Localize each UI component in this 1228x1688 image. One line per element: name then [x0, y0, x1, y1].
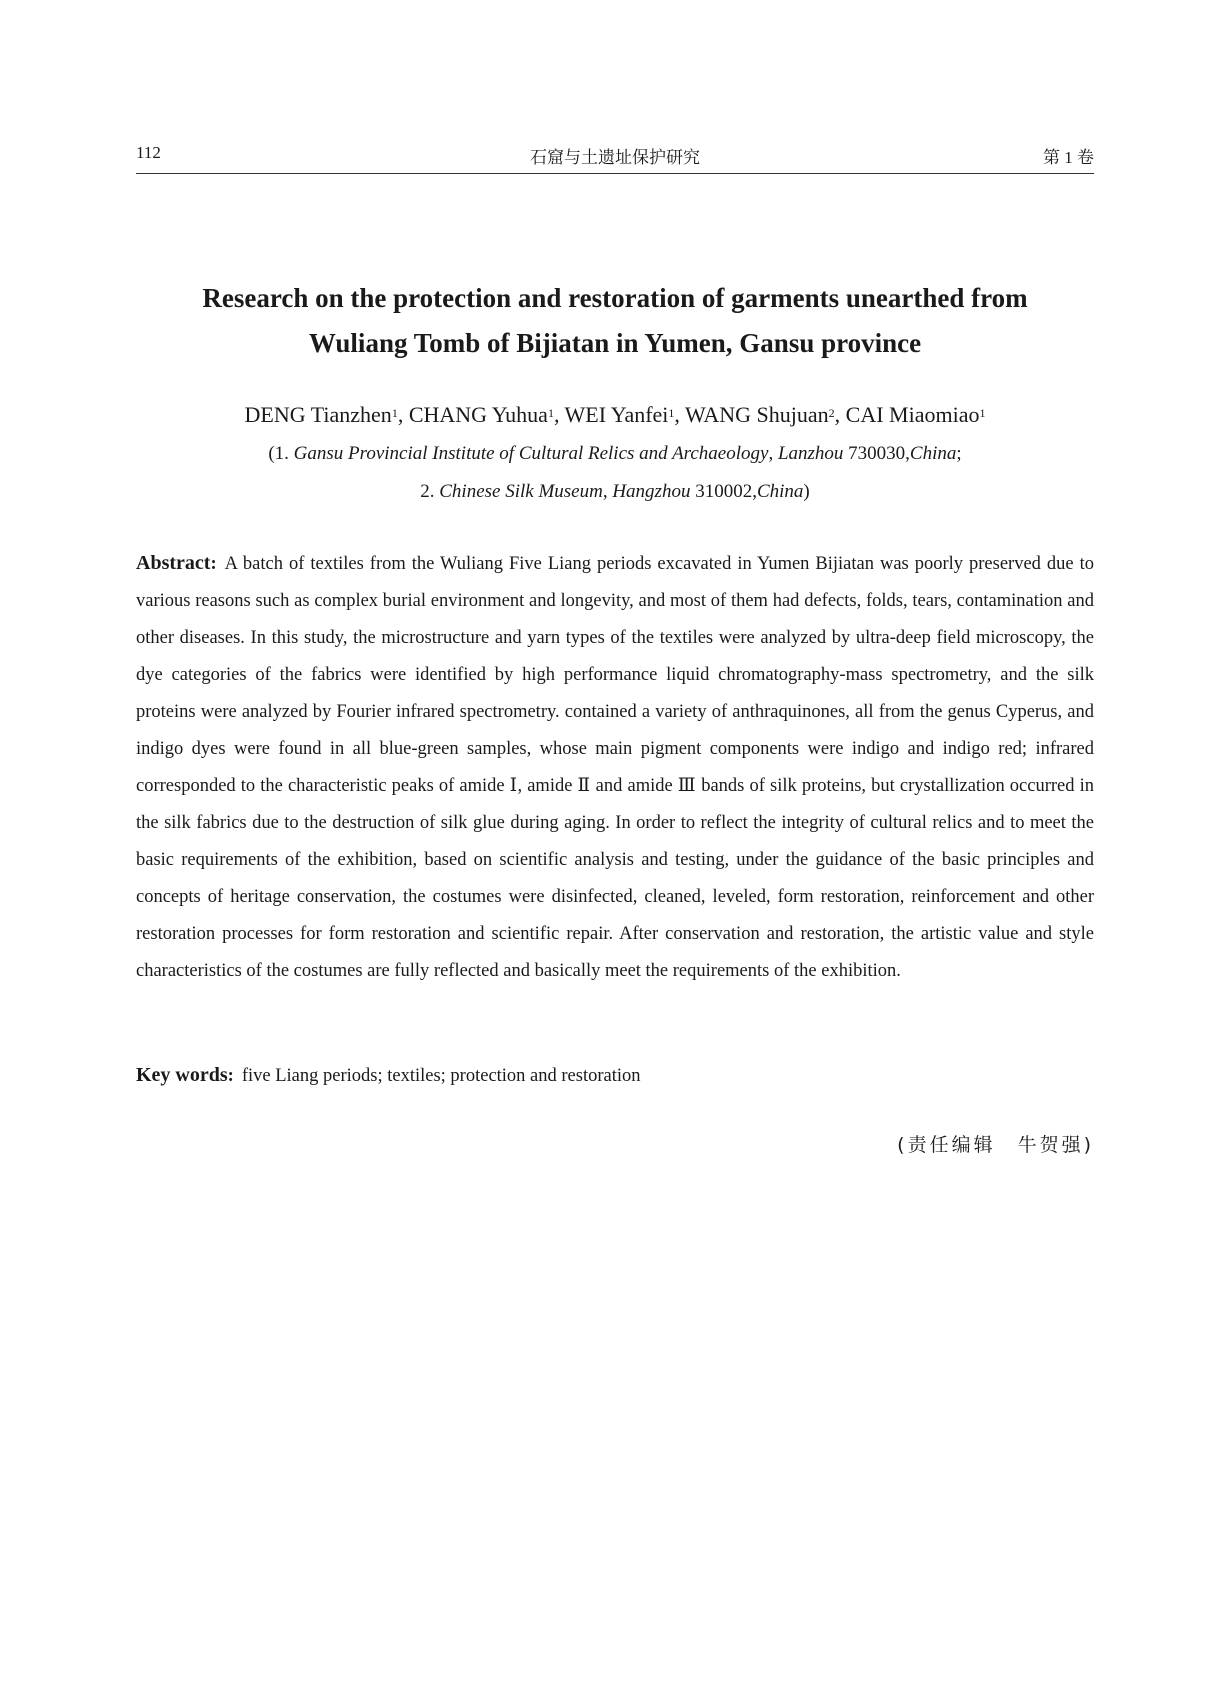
running-header	[136, 143, 1094, 174]
keywords-separator: :	[227, 1066, 234, 1086]
author-name: CAI Miaomiao	[845, 402, 980, 427]
journal-name: 石窟与土遗址保护研究	[530, 148, 700, 167]
author-affiliation-mark: 1	[547, 406, 554, 420]
abstract-separator: :	[210, 554, 217, 574]
volume-label: 第 1 卷	[1043, 148, 1094, 167]
affiliation-1-institute: Gansu Provincial Institute of Cultural Relics and Archaeology	[293, 443, 769, 464]
author-affiliation-mark: 1	[391, 406, 398, 420]
abstract-label: Abstract	[136, 552, 211, 574]
author-affiliation-mark: 2	[828, 406, 835, 420]
author-name: WEI Yanfei	[564, 402, 669, 427]
affiliation-1-country: China	[909, 443, 957, 464]
author-name: WANG Shujuan	[685, 402, 829, 427]
author-affiliation-mark: 1	[979, 406, 986, 420]
keywords-label: Key words	[136, 1064, 228, 1086]
abstract	[136, 545, 1094, 990]
author-name: DENG Tianzhen	[244, 402, 392, 427]
abstract-text: A batch of textiles from the Wuliang Five Liang periods excavated in Yumen Bijiatan was poorly preserved due to various reasons such as complex burial environment and longevity, and most of them had defects, folds, tears, contamination and other diseases. In this study, the microstructure and yarn types of the textiles were analyzed by ultra-deep field microscopy, the dye categories of the fabrics were identified by high performance liquid chromatography-mass spectrometry, and the silk proteins were analyzed by Fourier infrared spectrometry. contained a variety of anthraquinones, all from the genus Cyperus, and indigo dyes were found in all blue-green samples, whose main pigment components were indigo and indigo red; infrared corresponded to the characteristic peaks of amide Ⅰ, amide Ⅱ and amide Ⅲ bands of silk proteins, but crystallization occurred in the silk fabrics due to the destruction of silk glue during aging. In order to reflect the integrity of cultural relics and to meet the basic requirements of the exhibition, based on scientific analysis and testing, under the guidance of the basic principles and concepts of heritage conservation, the costumes were disinfected, cleaned, leveled, form restoration, reinforcement and other restoration processes for form restoration and scientific repair. After conservation and restoration, the artistic value and style characteristics of the costumes are fully reflected and basically meet the requirements of the exhibition.	[136, 554, 1094, 981]
author-name: CHANG Yuhua	[408, 402, 548, 427]
affiliation-2-city: Hangzhou	[612, 481, 691, 502]
affiliation-2: 2. Chinese Silk Museum, Hangzhou 310002,China)	[420, 481, 810, 502]
affiliation-2-country: China	[756, 481, 804, 502]
keywords	[136, 1057, 1094, 1095]
affiliation-1-city: Lanzhou	[777, 443, 844, 464]
responsible-editor: (责任编辑 牛贺强)	[897, 1134, 1094, 1156]
title-line-2: Wuliang Tomb of Bijiatan in Yumen, Gansu province	[308, 328, 922, 358]
author-affiliation-mark: 1	[668, 406, 675, 420]
page-number: 112	[136, 143, 161, 162]
author-list: DENG Tianzhen$^1$, CHANG Yuhua$^1$, WEI Yanfei$^1$, WANG Shujuan$^2$, CAI Miaomiao$^1$	[244, 402, 986, 427]
title-line-1: Research on the protection and restoration of garments unearthed from	[202, 283, 1028, 313]
affiliation-2-institute: Chinese Silk Museum	[439, 481, 603, 502]
paper-title	[136, 276, 1094, 366]
keywords-text: five Liang periods; textiles; protection and restoration	[241, 1066, 641, 1086]
affiliation-1: (1. Gansu Provincial Institute of Cultural Relics and Archaeology, Lanzhou 730030,China;	[268, 443, 962, 464]
